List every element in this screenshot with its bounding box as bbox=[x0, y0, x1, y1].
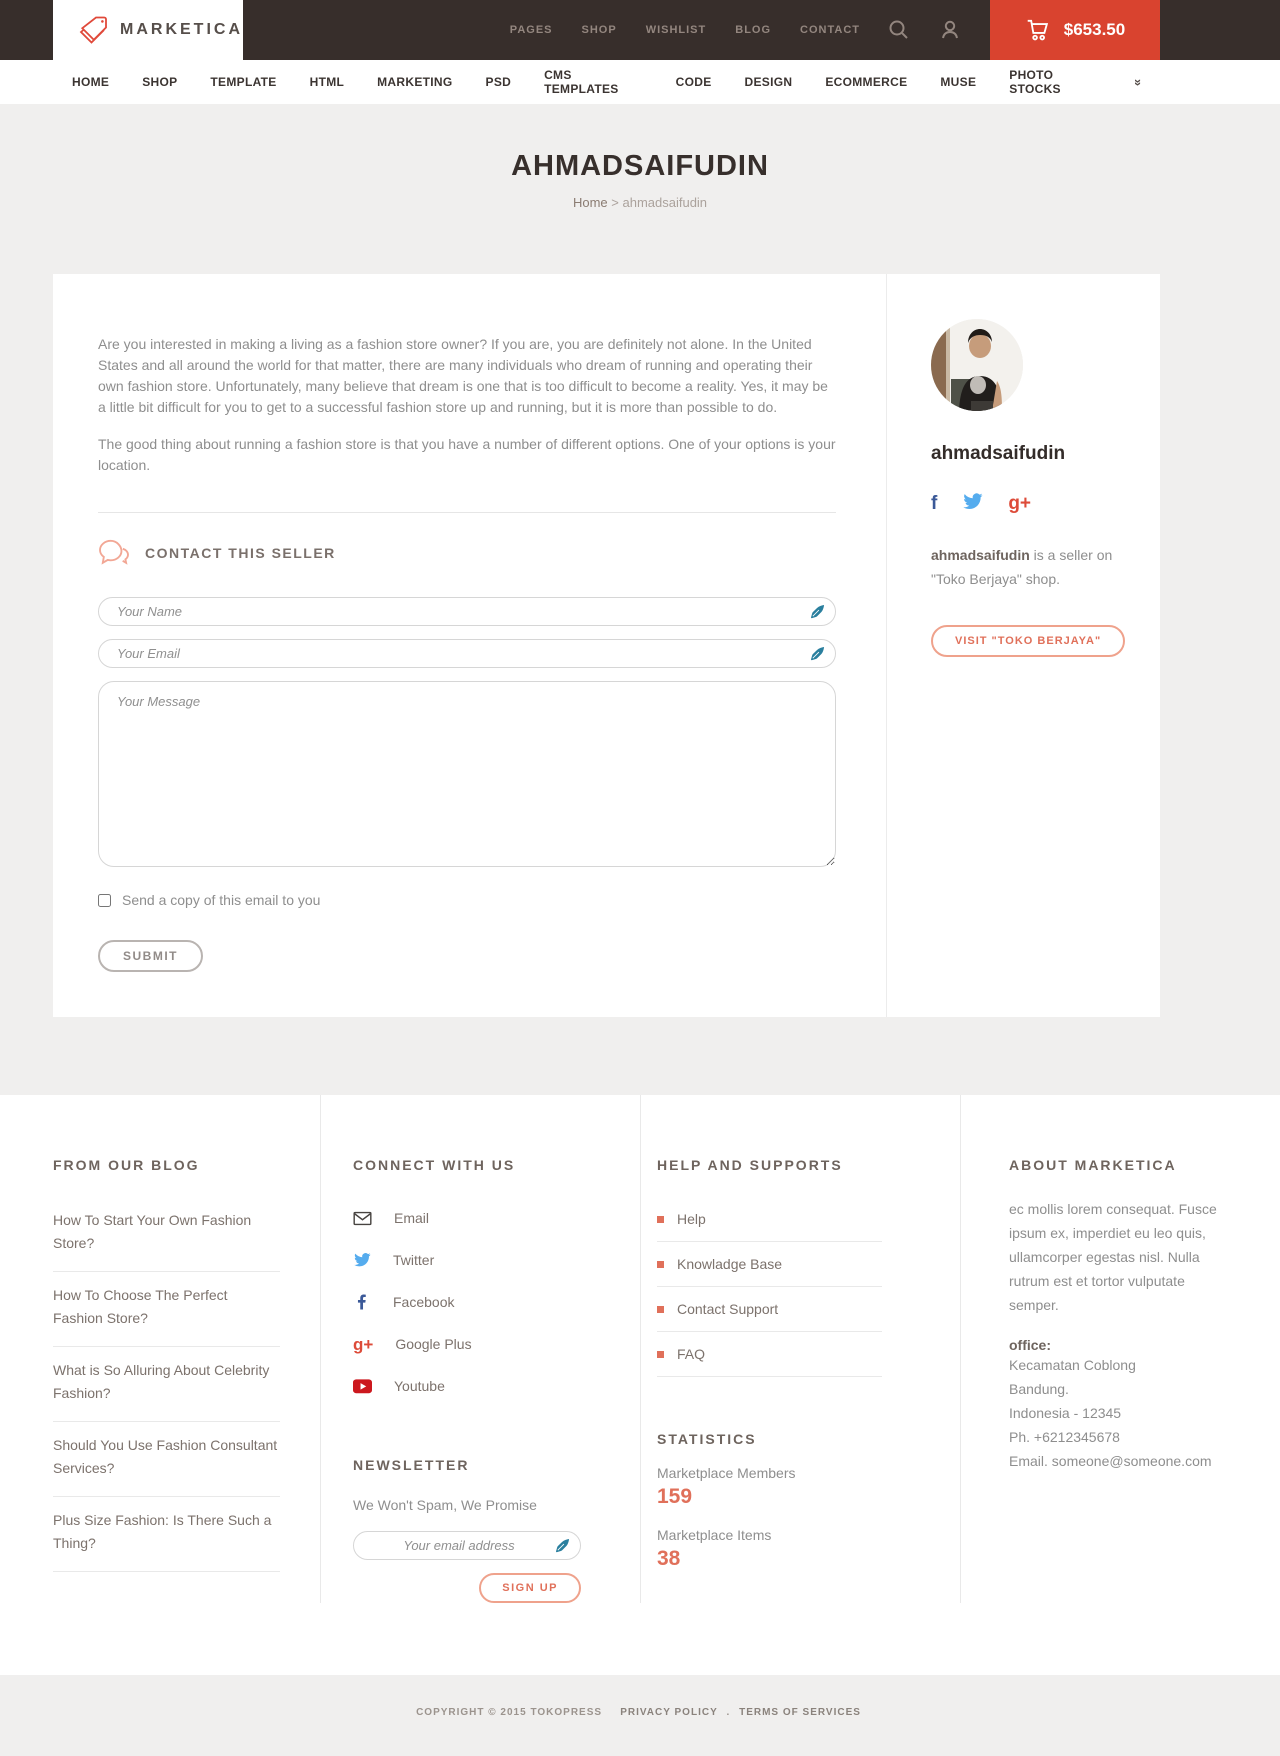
connect-label: Youtube bbox=[394, 1378, 445, 1394]
seller-bio-name: ahmadsaifudin bbox=[931, 547, 1030, 563]
breadcrumb-current: ahmadsaifudin bbox=[622, 195, 708, 210]
main-nav bbox=[0, 60, 1280, 104]
main-nav-item-marketing[interactable]: MARKETING bbox=[377, 75, 453, 89]
copyright-text: COPYRIGHT © 2015 TOKOPRESS bbox=[416, 1707, 603, 1718]
main-nav-item-home[interactable]: HOME bbox=[72, 75, 110, 89]
cart-button[interactable] bbox=[990, 0, 1160, 60]
footer-blog-link[interactable]: Plus Size Fashion: Is There Such a Thing? bbox=[53, 1497, 280, 1572]
facebook-icon[interactable]: f bbox=[931, 493, 938, 514]
stat-value: 159 bbox=[657, 1485, 693, 1508]
connect-link-google-plus[interactable] bbox=[353, 1323, 580, 1365]
contact-seller-form bbox=[98, 597, 836, 972]
submit-button[interactable]: SUBMIT bbox=[98, 940, 203, 972]
breadcrumb-home-link[interactable]: Home bbox=[572, 195, 608, 210]
message-textarea[interactable] bbox=[98, 681, 836, 867]
seller-bio bbox=[931, 543, 1130, 591]
connect-label: Google Plus bbox=[395, 1336, 472, 1352]
chevron-double-down-icon[interactable]: » bbox=[1130, 78, 1146, 86]
breadcrumb-separator: > bbox=[611, 195, 619, 210]
square-bullet-icon bbox=[657, 1351, 664, 1358]
article-column bbox=[53, 274, 886, 1017]
seller-bio-text: is a seller on "Toko Berjaya" shop. bbox=[931, 547, 1113, 587]
address-line: Bandung. bbox=[1009, 1381, 1069, 1397]
contact-seller-title: CONTACT THIS SELLER bbox=[145, 545, 336, 561]
search-icon[interactable] bbox=[887, 18, 911, 42]
send-copy-label: Send a copy of this email to you bbox=[122, 892, 321, 908]
footer-blog-title: FROM OUR BLOG bbox=[53, 1157, 200, 1173]
breadcrumb bbox=[0, 195, 1280, 210]
footer bbox=[0, 1095, 1280, 1675]
office-label: office: bbox=[1009, 1337, 1051, 1353]
main-nav-item-photo-stocks[interactable]: PHOTO STOCKS bbox=[1009, 68, 1061, 96]
help-label: Knowladge Base bbox=[677, 1256, 783, 1272]
terms-link[interactable]: TERMS OF SERVICES bbox=[739, 1707, 861, 1718]
address-line: Kecamatan Coblong bbox=[1009, 1357, 1136, 1373]
name-input[interactable] bbox=[98, 597, 836, 626]
main-nav-item-psd[interactable]: PSD bbox=[485, 75, 512, 89]
help-label: FAQ bbox=[677, 1346, 706, 1362]
top-nav-item-wishlist[interactable]: WISHLIST bbox=[645, 24, 707, 36]
square-bullet-icon bbox=[657, 1216, 664, 1223]
connect-label: Facebook bbox=[393, 1294, 455, 1310]
brand-logo[interactable] bbox=[53, 0, 243, 60]
content-card bbox=[53, 274, 1160, 1017]
header bbox=[0, 0, 1280, 60]
signup-button[interactable]: SIGN UP bbox=[479, 1573, 581, 1603]
main-nav-item-cms-templates[interactable]: CMS TEMPLATES bbox=[544, 68, 619, 96]
top-nav-item-contact[interactable]: CONTACT bbox=[800, 24, 860, 36]
footer-help-column bbox=[640, 1095, 960, 1603]
footer-about-title: ABOUT MARKETICA bbox=[1009, 1157, 1177, 1173]
stat-value: 38 bbox=[657, 1547, 681, 1570]
top-nav-item-shop[interactable]: SHOP bbox=[581, 24, 617, 36]
connect-link-facebook[interactable] bbox=[353, 1281, 580, 1323]
youtube-icon bbox=[353, 1379, 372, 1394]
footer-blog-link[interactable]: How To Choose The Perfect Fashion Store? bbox=[53, 1272, 280, 1347]
about-text: ec mollis lorem consequat. Fusce ipsum ex, imperdiet eu leo quis, ullamcorper egestas nisl. Nulla rutrum est et tortor vulputate semper. bbox=[1009, 1201, 1217, 1313]
autofill-pen-icon bbox=[555, 1538, 570, 1553]
facebook-icon bbox=[353, 1293, 371, 1311]
address-line: Ph. +6212345678 bbox=[1009, 1429, 1120, 1445]
stat-label: Marketplace Members bbox=[657, 1465, 796, 1481]
main-nav-item-template[interactable]: TEMPLATE bbox=[210, 75, 277, 89]
help-link[interactable] bbox=[657, 1197, 882, 1242]
bottom-bar bbox=[0, 1675, 1280, 1756]
connect-label: Email bbox=[394, 1210, 430, 1226]
help-label: Contact Support bbox=[677, 1301, 779, 1317]
top-nav-item-pages[interactable]: PAGES bbox=[509, 24, 553, 36]
article-paragraph: The good thing about running a fashion store is that you have a number of different options. One of your options is your location. bbox=[98, 436, 836, 473]
newsletter-title: NEWSLETTER bbox=[353, 1457, 470, 1473]
main-nav-item-code[interactable]: CODE bbox=[675, 75, 712, 89]
help-label: Help bbox=[677, 1211, 706, 1227]
stat-label: Marketplace Items bbox=[657, 1527, 772, 1543]
seller-name: ahmadsaifudin bbox=[931, 443, 1066, 464]
main-nav-item-html[interactable]: HTML bbox=[309, 75, 345, 89]
address-line: Indonesia - 12345 bbox=[1009, 1405, 1122, 1421]
footer-blog-link[interactable]: Should You Use Fashion Consultant Services? bbox=[53, 1422, 280, 1497]
help-link[interactable] bbox=[657, 1332, 882, 1377]
main-nav-item-muse[interactable]: MUSE bbox=[940, 75, 977, 89]
address-line: Email. someone@someone.com bbox=[1009, 1453, 1212, 1469]
tag-logo-icon bbox=[79, 15, 109, 45]
send-copy-checkbox[interactable] bbox=[98, 894, 111, 907]
contact-seller-header bbox=[98, 539, 836, 567]
email-icon bbox=[353, 1211, 372, 1226]
footer-blog-column bbox=[0, 1095, 320, 1603]
footer-connect-column bbox=[320, 1095, 640, 1603]
brand-name: MARKETICA bbox=[120, 21, 243, 38]
google-plus-icon[interactable]: g+ bbox=[1008, 493, 1032, 514]
seller-social-links bbox=[931, 491, 1130, 517]
connect-label: Twitter bbox=[393, 1252, 435, 1268]
footer-connect-title: CONNECT WITH US bbox=[353, 1157, 516, 1173]
section-divider bbox=[98, 512, 836, 513]
square-bullet-icon bbox=[657, 1306, 664, 1313]
main-nav-item-design[interactable]: DESIGN bbox=[744, 75, 793, 89]
article-paragraph: Are you interested in making a living as a fashion store owner? If you are, you are definitely not alone. In the United States and all around the world for that matter, there are many individuals who dream of running and operating their own fashion store. Unfortunately, many believe that dream is one that is too difficult to become a reality. Yes, it may be a little bit difficult for you to get to a successful fashion store up and running, but it is more than possible to do. bbox=[98, 336, 828, 415]
page-title: AHMADSAIFUDIN bbox=[511, 150, 769, 182]
main-nav-item-ecommerce[interactable]: ECOMMERCE bbox=[825, 75, 908, 89]
footer-blog-link[interactable]: What is So Alluring About Celebrity Fashion? bbox=[53, 1347, 280, 1422]
help-link[interactable] bbox=[657, 1242, 882, 1287]
cart-icon bbox=[1025, 18, 1051, 42]
seller-sidebar bbox=[886, 274, 1160, 1017]
newsletter-email-input[interactable] bbox=[353, 1531, 581, 1560]
connect-link-twitter[interactable] bbox=[353, 1239, 580, 1281]
connect-link-youtube[interactable] bbox=[353, 1365, 580, 1407]
connect-link-email[interactable] bbox=[353, 1197, 580, 1239]
help-link[interactable] bbox=[657, 1287, 882, 1332]
main-nav-item-shop[interactable]: SHOP bbox=[142, 75, 178, 89]
privacy-policy-link[interactable]: PRIVACY POLICY bbox=[620, 1707, 718, 1718]
hero bbox=[0, 104, 1280, 252]
send-copy-row bbox=[98, 892, 836, 908]
bottom-separator: . bbox=[726, 1707, 731, 1718]
footer-blog-link[interactable]: How To Start Your Own Fashion Store? bbox=[53, 1197, 280, 1272]
square-bullet-icon bbox=[657, 1261, 664, 1268]
autofill-pen-icon bbox=[810, 604, 825, 619]
newsletter-tagline: We Won't Spam, We Promise bbox=[353, 1497, 537, 1513]
twitter-icon[interactable] bbox=[962, 491, 983, 517]
footer-about-column bbox=[960, 1095, 1280, 1603]
visit-shop-button[interactable]: VISIT "TOKO BERJAYA" bbox=[931, 625, 1125, 657]
seller-avatar bbox=[931, 319, 1023, 411]
top-nav bbox=[510, 24, 860, 36]
email-input[interactable] bbox=[98, 639, 836, 668]
chat-bubbles-icon bbox=[98, 539, 130, 567]
twitter-icon bbox=[353, 1251, 371, 1269]
cart-total: $653.50 bbox=[1063, 20, 1126, 39]
google-plus-icon: g+ bbox=[353, 1334, 374, 1354]
statistics-title: STATISTICS bbox=[657, 1431, 757, 1447]
autofill-pen-icon bbox=[810, 646, 825, 661]
top-nav-item-blog[interactable]: BLOG bbox=[735, 24, 772, 36]
user-account-icon[interactable] bbox=[938, 18, 962, 42]
footer-help-title: HELP AND SUPPORTS bbox=[657, 1157, 843, 1173]
